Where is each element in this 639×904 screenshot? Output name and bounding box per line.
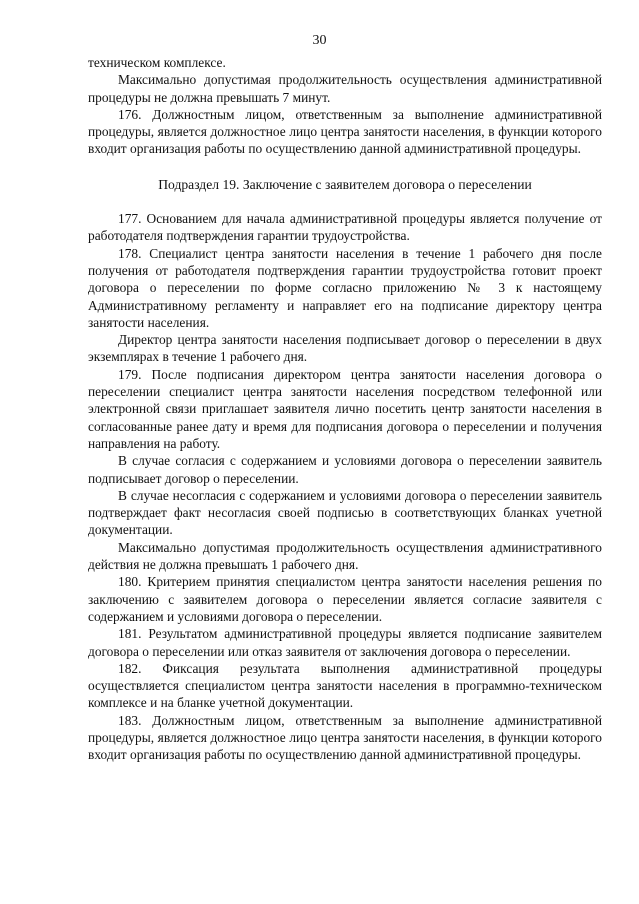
paragraph: 182. Фиксация результата выполнения административной процедуры осуществляется специалистом центра занятости населения в программно-техническом комплексе и на бланке учетной документации. — [88, 660, 602, 711]
paragraph: 177. Основанием для начала административной процедуры является получение от работодателя подтверждения гарантии трудоустройства. — [88, 211, 602, 244]
paragraph: 183. Должностным лицом, ответственным за выполнение административной процедуры, является должностное лицо центра занятости населения, в функции которого входит организация работы по осуществлению данной административной процедуры. — [88, 712, 602, 763]
paragraph: 179. После подписания директором центра занятости населения договора о переселении специалист центра занятости населения посредством телефонной или электронной связи приглашает заявителя лично посетить центр занятости населения в согласованные ранее дату и время для подписания договора о переселении и получения направления на работу. — [88, 366, 602, 451]
paragraph: 176. Должностным лицом, ответственным за выполнение административной процедуры, является должностное лицо центра занятости населения, в функции которого входит организация работы по осуществлению данной административной процедуры. — [88, 106, 602, 157]
section-heading: Подраздел 19. Заключение с заявителем договора о переселении — [158, 176, 532, 192]
paragraph: Максимально допустимая продолжительность осуществления административной процедуры не должна превышать 7 минут. — [88, 72, 602, 105]
paragraph: В случае согласия с содержанием и условиями договора о переселении заявитель подписывает договор о переселении. — [88, 453, 602, 486]
document-body — [88, 54, 602, 764]
paragraph-continuation: техническом комплексе. — [88, 55, 226, 70]
paragraph: 180. Критерием принятия специалистом центра занятости населения решения по заключению с заявителем договора о переселении является согласие заявителя с содержанием и условиями договора о переселении. — [88, 574, 602, 624]
paragraph: Директор центра занятости населения подписывает договор о переселении в двух экземплярах в течение 1 рабочего дня. — [88, 332, 602, 365]
paragraph: 181. Результатом административной процедуры является подписание заявителем договора о переселении или отказ заявителя от заключения договора о переселении. — [88, 626, 602, 659]
page-number: 30 — [312, 33, 327, 48]
paragraph: 178. Специалист центра занятости населения в течение 1 рабочего дня после получения от работодателя подтверждения гарантии трудоустройства готовит проект договора о переселении по форме согласно приложению № 3 к настоящему Административному регламенту и направляет его на подписание директору центра занятости населения. — [88, 245, 602, 330]
paragraph: В случае несогласия с содержанием и условиями договора о переселении заявитель подтверждает факт несогласия своей подписью в соответствующих бланках учетной документации. — [88, 487, 602, 538]
paragraph: Максимально допустимая продолжительность осуществления административного действия не должна превышать 1 рабочего дня. — [88, 539, 602, 573]
